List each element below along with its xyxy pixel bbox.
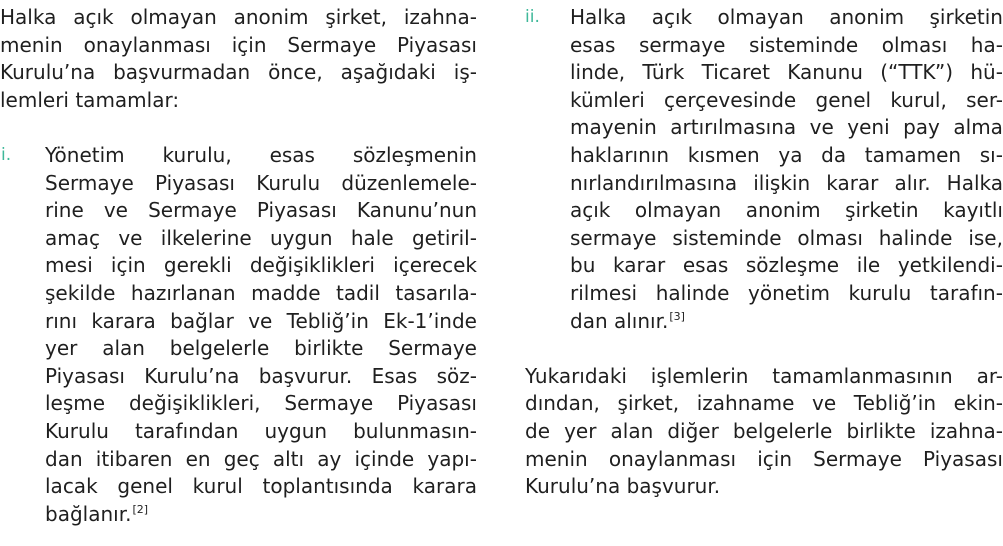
text-line [570,87,1003,115]
footnote-reference[interactable]: [2] [132,502,149,516]
text-line [570,142,1003,170]
word: Tebliğ’in [853,391,937,416]
word: dan [45,446,83,471]
word: olmayan [717,5,804,29]
word: ve [248,308,273,333]
word: diğer [667,418,719,443]
word: pay [903,115,940,140]
word: leşme [45,391,106,416]
word: belgelerle [732,418,833,443]
text-line [45,501,477,529]
word: Sermaye [813,446,902,471]
word: önce, [268,60,323,85]
word: ya [778,142,803,167]
word: aşağıdaki [340,60,436,85]
list-item-i [0,142,477,528]
text-line [45,225,477,253]
word: haklarının [570,142,670,167]
word: izahname [696,391,795,416]
word: tamamlanmasının [772,363,953,388]
word: Halka [946,170,1003,195]
word: karar [613,253,666,278]
word: Sermaye [284,391,374,416]
word: alır. [894,170,931,195]
word: düzenlemele- [341,170,477,195]
word: da [821,142,847,167]
word: hü- [970,60,1003,85]
word: itibaren [95,446,173,471]
text-line [45,335,477,363]
word: esas [269,142,315,167]
list-marker: i. [1,144,12,165]
word: Piyasası [397,32,477,57]
word: için [757,446,792,471]
word: şirketin [929,5,1003,29]
word: olması [797,225,863,250]
word: ilkelerine [160,225,252,250]
word: (“TTK”) [880,60,954,85]
word: açık [651,5,693,29]
word: gerekli [163,253,232,278]
word: ekin- [953,391,1003,416]
word: Kurulu [256,170,321,195]
word: içinde [354,446,415,471]
word: Yukarıdaki [525,363,627,388]
word: de [525,418,550,443]
text-line [525,446,1003,474]
word: iş- [453,60,477,85]
last-line-text: dan alınır. [570,308,669,333]
word: kurul, [890,87,947,112]
last-line-text: bağlanır. [45,501,132,526]
word: lacak [45,474,98,499]
word: sözleşmenin [352,142,477,167]
word: ve [118,225,143,250]
word: Ek-1’inde [383,308,477,333]
word: uygun [270,225,333,250]
word: başvurur. [258,363,353,388]
text-line [570,197,1003,225]
word: Piyasası [923,446,1003,471]
text-line [570,59,1003,87]
word: onaylanması [608,446,737,471]
word: geç [223,446,260,471]
word: açık [73,5,114,29]
word: toplantısında [262,474,393,499]
word: olmayan [130,5,217,29]
word: ilişkin [753,170,811,195]
word: Sermaye [388,336,477,361]
word: sözleşme [745,253,840,278]
word: ser- [966,87,1003,112]
word: en [185,446,211,471]
text-line [570,308,1003,336]
word: esas [570,32,616,57]
text-line [570,114,1003,142]
text-line [45,446,477,474]
text-line: Kurulu’na başvurur. [525,474,721,499]
word: Halka [570,5,627,29]
word: yeni [847,115,890,140]
word: yer [45,336,78,361]
word: alan [102,336,145,361]
word: için [110,253,146,278]
word: Sermaye [45,170,134,195]
text-line [570,4,1003,32]
word: çerçevesinde [664,87,797,112]
word: tasarıla- [395,280,477,305]
word: ha- [970,32,1003,57]
text-line [0,32,477,60]
word: bulunmasın- [353,418,477,443]
word: şirketin [845,198,919,223]
word: Esas [371,363,418,388]
word: anonim [233,5,309,29]
intro-paragraph [0,4,477,114]
text-line [45,308,477,336]
word: Kurulu [45,418,109,443]
text-line [45,418,477,446]
word: hale [350,225,394,250]
word: belgelerle [169,336,270,361]
word: ve [103,198,128,223]
word: amaç [45,225,100,250]
word: kısmen [687,142,760,167]
word: şirket, [617,391,680,416]
left-column [0,4,477,528]
word: Piyasası [45,363,125,388]
text-line [570,252,1003,280]
word: başvurmadan [113,60,251,85]
word: izahna- [403,5,477,29]
word: ar- [976,363,1003,388]
word: rine [45,198,84,223]
word: Piyasası [397,391,477,416]
word: halinde [655,280,730,305]
word: kurul [192,474,243,499]
word: rilmesi [570,280,638,305]
word: açık [570,198,611,223]
word: bu [570,253,596,278]
word: altı [272,446,305,471]
word: kurulu [848,280,912,305]
text-line [45,473,477,501]
word: Kanunu [787,60,863,85]
text-line [45,252,477,280]
word: değişiklikleri [249,253,375,278]
word: sisteminde [748,32,859,57]
word: anonim [829,5,905,29]
word: Sermaye [287,32,377,57]
word: kümleri [570,87,645,112]
word: kurulu, [162,142,232,167]
word: ay [317,446,342,471]
word: kayıtlı [943,198,1003,223]
word: Yönetim [45,142,125,167]
word: Piyasası [155,170,235,195]
text-line: lemleri tamamlar: [0,87,180,112]
text-line [525,390,1003,418]
text-line [45,197,477,225]
text-line [570,280,1003,308]
word: birlikte [846,418,916,443]
word: alan [610,418,654,443]
word: Sermaye [148,198,237,223]
word: halinde [878,225,953,250]
text-line [45,390,477,418]
word: Kurulu’na [0,60,96,85]
word: Ticaret [701,60,770,85]
word: menin [525,446,588,471]
word: Piyasası [256,198,337,223]
word: yetkilendi- [897,253,1003,278]
word: alma [953,115,1003,140]
word: sisteminde [672,225,782,250]
word: bağlar [170,308,234,333]
word: Kurulu’na [144,363,240,388]
word: genel [117,474,173,499]
text-line [525,363,1003,391]
word: dından, [525,391,600,416]
word: mayenin [570,115,657,140]
word: artırılmasına [670,115,797,140]
word: tarafın- [929,280,1003,305]
word: onaylanması [83,32,211,57]
word: rını [45,308,78,333]
right-column [525,4,1003,501]
word: olması [881,32,948,57]
word: tadil [336,280,380,305]
word: içerecek [393,253,477,278]
word: tarafından [134,418,239,443]
list-marker: ii. [525,7,540,27]
text-line [45,363,477,391]
word: linde, [570,60,626,85]
word: izahna- [929,418,1003,443]
word: hazırlanan [130,280,236,305]
word: şirket, [325,5,387,29]
footnote-reference[interactable]: [3] [669,309,685,323]
word: uygun [264,418,328,443]
word: işlemlerin [650,363,749,388]
word: değişiklikleri, [128,391,261,416]
word: menin [0,32,63,57]
word: sermaye [638,32,726,57]
word: karar [826,170,879,195]
word: tamamen [864,142,962,167]
word: madde [251,280,321,305]
word: için [231,32,267,57]
word: sı- [979,142,1003,167]
word: yer [564,418,597,443]
word: olmayan [634,198,722,223]
text-line [45,280,477,308]
text-line [0,4,477,32]
text-line [525,418,1003,446]
word: nırlandırılmasına [570,170,738,195]
text-line [45,142,477,170]
text-line [570,225,1003,253]
word: yönetim [748,280,830,305]
word: genel [815,87,872,112]
word: ile [856,253,881,278]
word: Kanunu’nun [356,198,477,223]
text-line [45,170,477,198]
word: anonim [745,198,821,223]
word: ise, [968,225,1003,250]
word: şekilde [45,280,116,305]
word: getiril- [411,225,477,250]
word: birlikte [294,336,364,361]
text-line [570,170,1003,198]
word: mesi [45,253,93,278]
word: yapı- [427,446,477,471]
word: karara [91,308,156,333]
text-line [0,59,477,87]
word: ve [812,391,837,416]
closing-paragraph [525,363,1003,501]
list-item-ii [525,4,1003,335]
text-line [570,32,1003,60]
word: Türk [642,60,685,85]
word: sermaye [570,225,657,250]
word: Halka [0,5,57,29]
word: ve [809,115,834,140]
word: esas [682,253,729,278]
word: karara [412,474,477,499]
word: Tebliğ’in [286,308,369,333]
word: söz- [436,363,477,388]
